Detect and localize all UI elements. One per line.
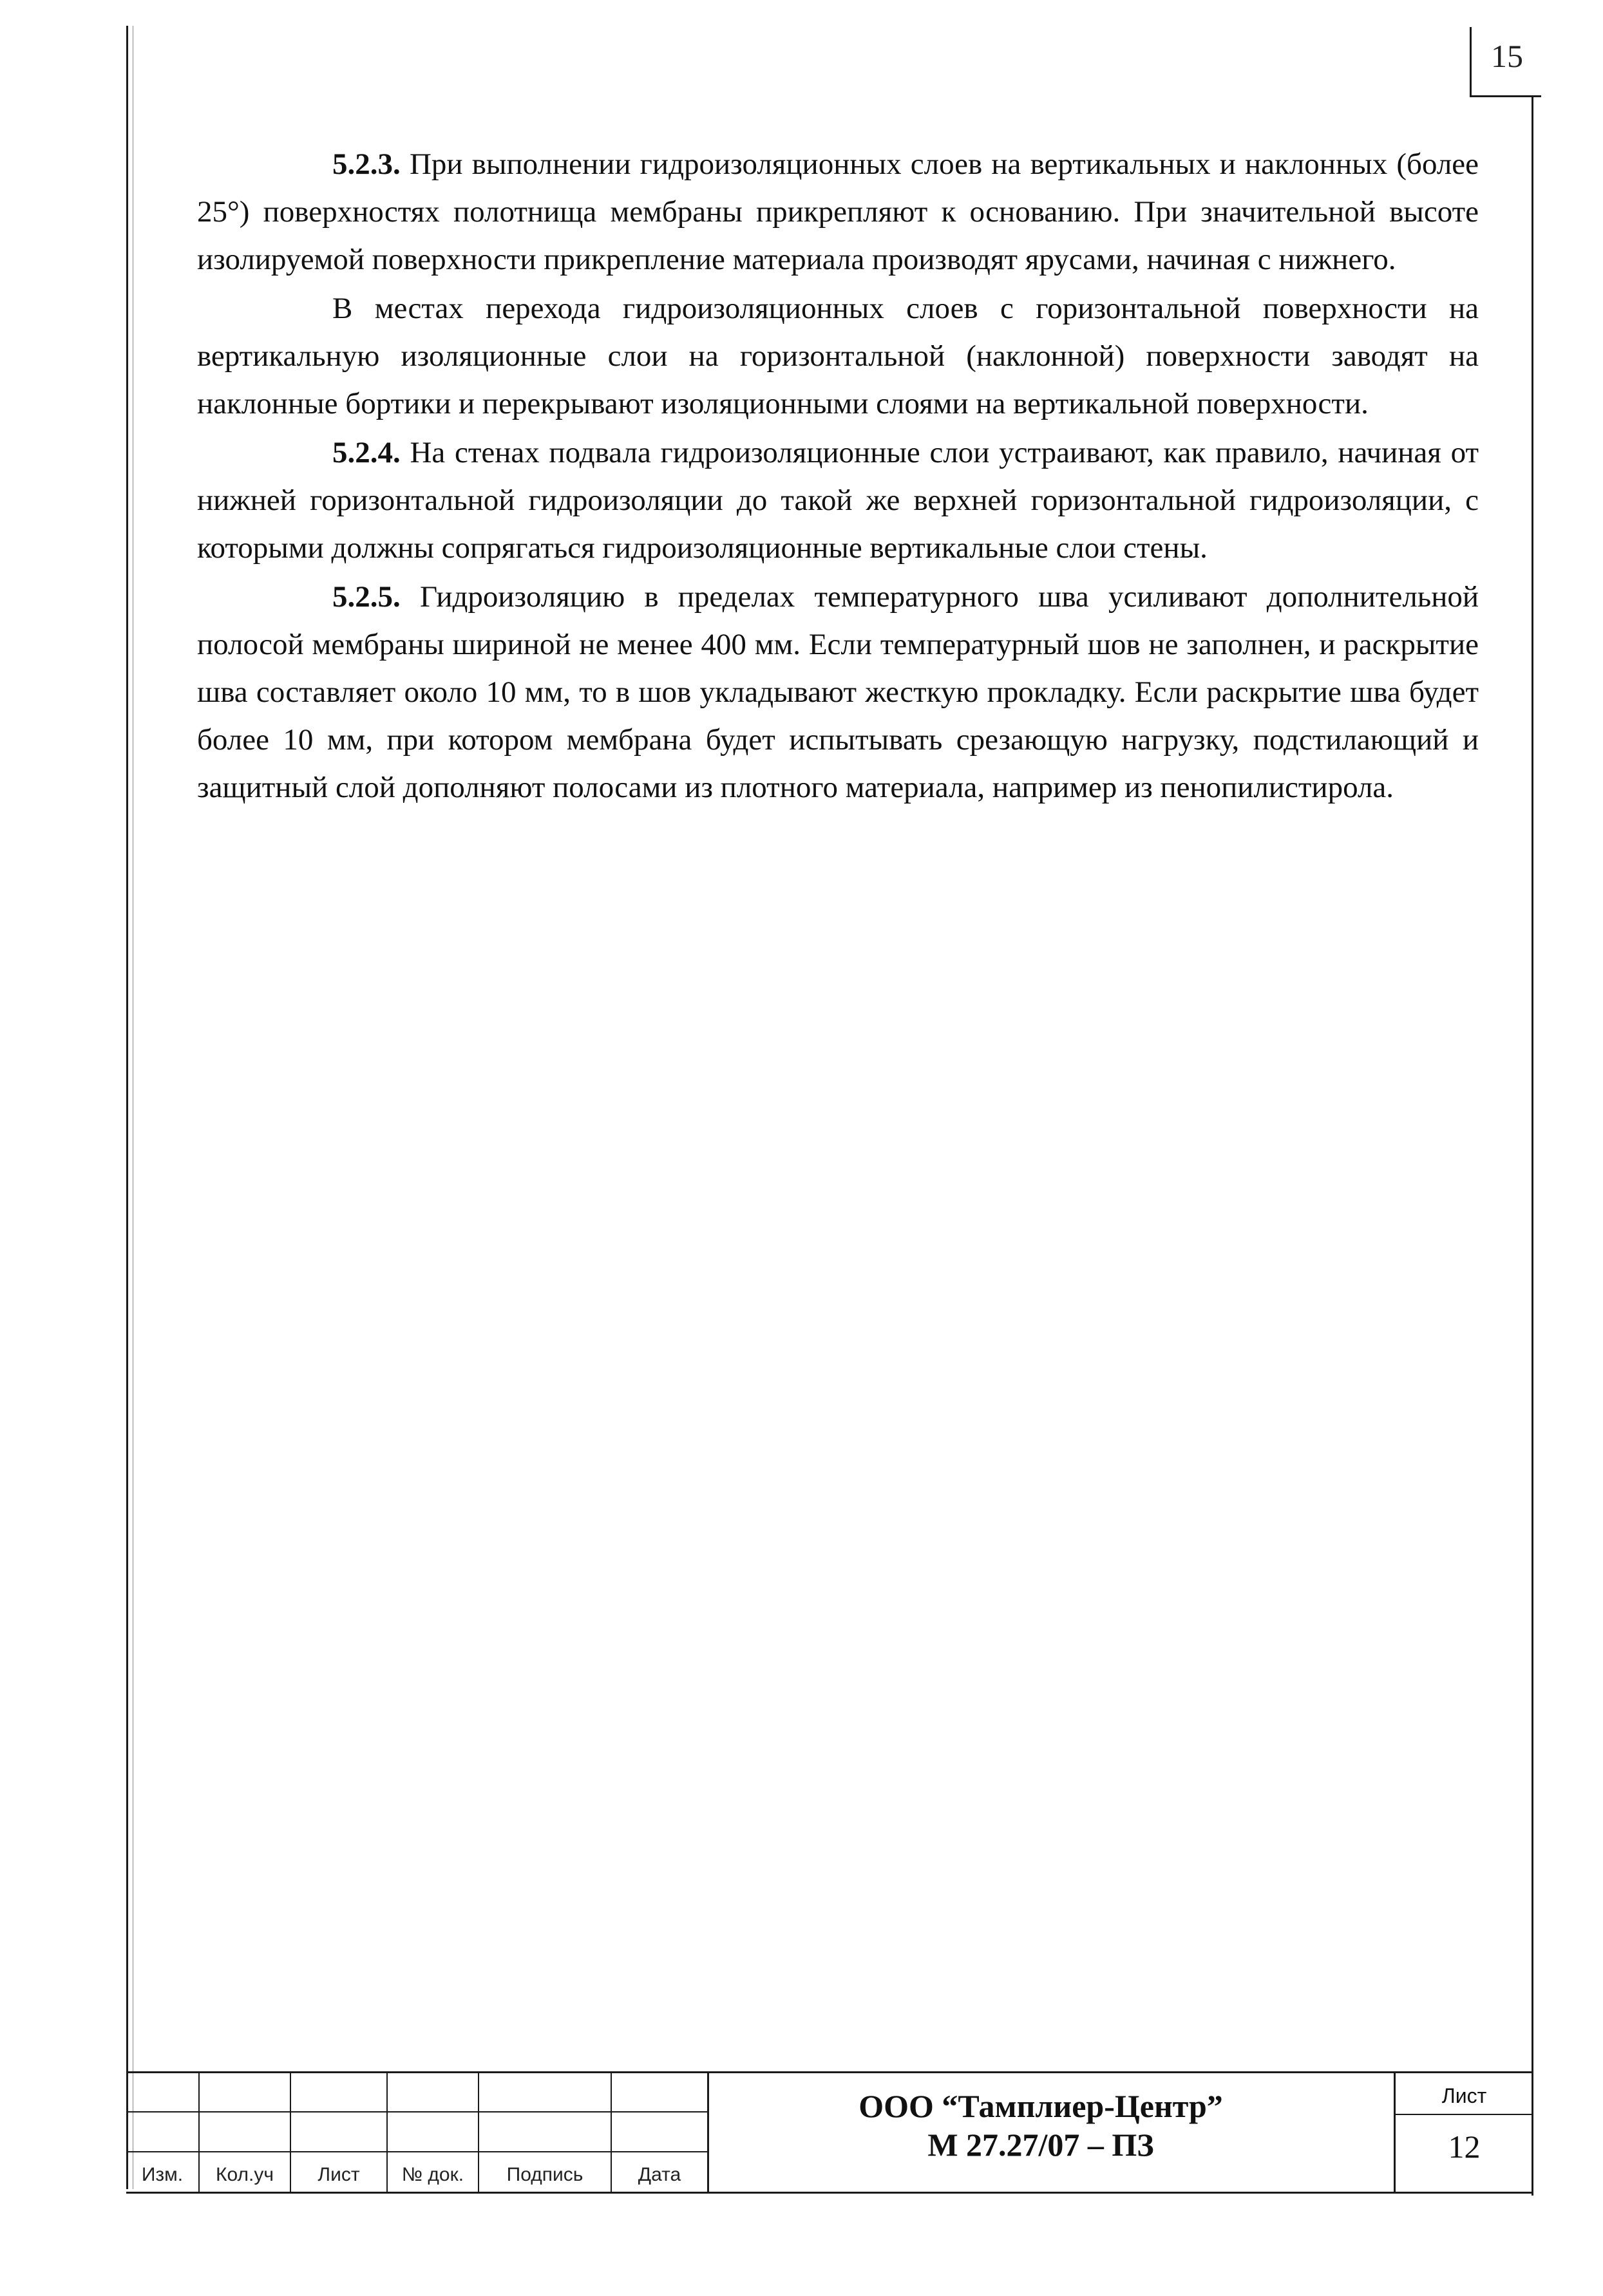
paragraph-5-2-3 xyxy=(197,140,1479,283)
section-number: 5.2.3. xyxy=(332,147,401,181)
sheet-number: 12 xyxy=(1448,2129,1481,2165)
paragraph-text: На стенах подвала гидроизоляционные слои устраивают, как правило, начиная от нижней горизонтальной гидроизоляции до такой же верхней горизонтальной гидроизоляции, с которыми должны сопрягаться гидроизоляционные вертикальные слои стены. xyxy=(197,436,1479,565)
section-number: 5.2.4. xyxy=(332,436,401,469)
tb-col-kolvo: Кол.уч xyxy=(216,2164,274,2185)
paragraph-text: В местах перехода гидроизоляционных слоев с горизонтальной поверхности на вертикальную изоляционные слои на горизонтальной (наклонной) поверхности заводят на наклонные бортики и перекрывают изоляционными слоями на вертикальной поверхности. xyxy=(197,292,1479,420)
paragraph-5-2-5 xyxy=(197,573,1479,811)
tb-col-doc-num: № док. xyxy=(401,2164,464,2185)
tb-col-izm: Изм. xyxy=(141,2164,184,2185)
document-code: М 27.27/07 – ПЗ xyxy=(927,2127,1154,2163)
corner-page-number: 15 xyxy=(1491,38,1523,74)
document-body xyxy=(197,140,1479,811)
title-block xyxy=(126,2071,1533,2194)
tb-sheet-divider xyxy=(1395,2114,1533,2115)
paragraph-text: Гидроизоляцию в пределах температурного шва усиливают дополнительной полосой мембраны шириной не менее 400 мм. Если температурный шов не заполнен, и раскрытие шва составляет около 10 мм, то в шов укладывают жесткую прокладку. Если раскрытие шва будет более 10 мм, при котором мембрана будет испытывать срезающую нагрузку, подстилающий и защитный слой дополняют полосами из плотного материала, например из пенопилистирола. xyxy=(197,580,1479,804)
tb-col-signature: Подпись xyxy=(506,2164,583,2185)
company-name: ООО “Тамплиер-Центр” xyxy=(858,2088,1223,2124)
tb-col-line xyxy=(707,2071,709,2194)
section-number: 5.2.5. xyxy=(332,580,401,614)
frame-right-border xyxy=(1532,97,1533,2196)
tb-row-line xyxy=(126,2111,708,2113)
tb-row-line xyxy=(126,2151,708,2152)
tb-top-line xyxy=(126,2071,1533,2073)
tb-col-list: Лист xyxy=(318,2164,360,2185)
sheet-label: Лист xyxy=(1441,2084,1487,2107)
paragraph-5-2-4 xyxy=(197,429,1479,572)
tb-col-date: Дата xyxy=(638,2164,681,2185)
frame-left-border xyxy=(126,26,128,2189)
paragraph-text: При выполнении гидроизоляционных слоев на вертикальных и наклонных (более 25°) поверхностях полотнища мембраны прикрепляют к основанию. При значительной высоте изолируемой поверхности прикрепление материала производят ярусами, начиная с нижнего. xyxy=(197,147,1479,276)
paragraph-transition xyxy=(197,285,1479,428)
